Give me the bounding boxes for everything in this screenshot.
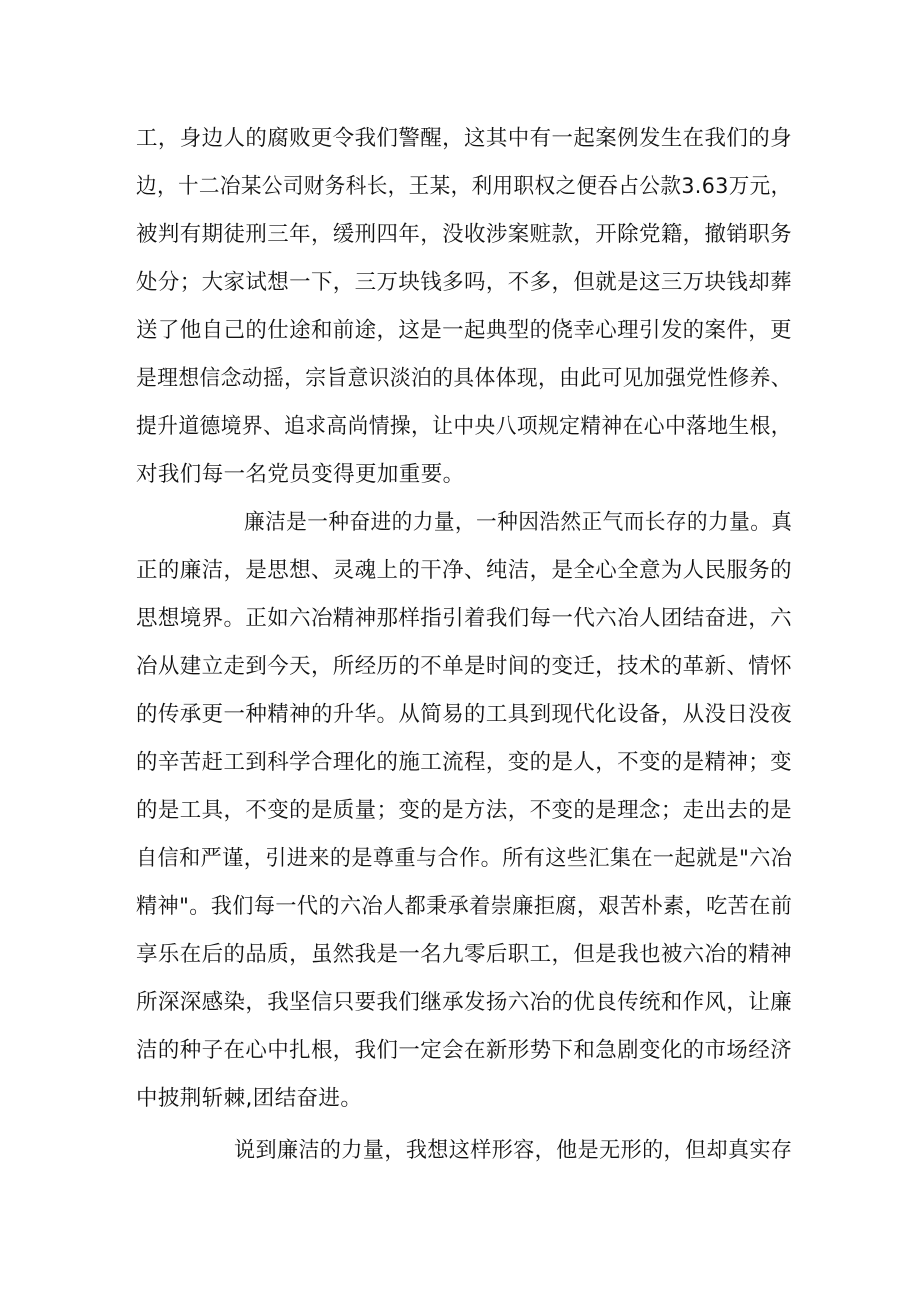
text-line: 工，身边人的腐败更令我们警醒，这其中有一起案例发生在我们的身 [136, 126, 793, 151]
text-line: 被判有期徒刑三年，缓刑四年，没收涉案赃款，开除党籍，撤销职务 [136, 222, 793, 247]
text-line: 的辛苦赶工到科学合理化的施工流程，变的是人，不变的是精神；变 [136, 750, 793, 775]
text-line: 自信和严谨，引进来的是尊重与合作。所有这些汇集在一起就是"六冶 [136, 846, 793, 871]
text-line: 洁的种子在心中扎根，我们一定会在新形势下和急剧变化的市场经济 [136, 1038, 793, 1063]
text-line: 对我们每一名党员变得更加重要。 [136, 462, 465, 487]
text-line: 中披荆斩棘,团结奋进。 [136, 1086, 363, 1111]
text-line: 享乐在后的品质，虽然我是一名九零后职工，但是我也被六冶的精神 [136, 942, 793, 967]
text-line: 送了他自己的仕途和前途，这是一起典型的侥幸心理引发的案件，更 [136, 318, 793, 343]
text-line: 精神"。我们每一代的六冶人都秉承着崇廉拒腐，艰苦朴素，吃苦在前 [136, 894, 793, 919]
text-line: 的是工具，不变的是质量；变的是方法，不变的是理念；走出去的是 [136, 798, 793, 823]
text-line: 说到廉洁的力量，我想这样形容，他是无形的，但却真实存 [234, 1138, 793, 1163]
text-line: 处分；大家试想一下，三万块钱多吗，不多，但就是这三万块钱却葬 [136, 270, 793, 295]
text-line: 所深深感染，我坚信只要我们继承发扬六冶的优良传统和作风，让廉 [136, 990, 793, 1015]
text-line: 正的廉洁，是思想、灵魂上的干净、纯洁，是全心全意为人民服务的 [136, 558, 793, 583]
text-line: 是理想信念动摇，宗旨意识淡泊的具体体现，由此可见加强党性修养、 [136, 366, 792, 391]
text-line: 的传承更一种精神的升华。从简易的工具到现代化设备，从没日没夜 [136, 702, 793, 727]
text-line: 提升道德境界、追求高尚情操，让中央八项规定精神在心中落地生根， [136, 414, 792, 439]
text-line: 廉洁是一种奋进的力量，一种因浩然正气而长存的力量。真 [244, 510, 793, 535]
text-line: 思想境界。正如六冶精神那样指引着我们每一代六冶人团结奋进，六 [136, 606, 793, 631]
text-line: 边，十二冶某公司财务科长，王某，利用职权之便吞占公款3.63万元， [136, 174, 792, 199]
text-line: 冶从建立走到今天，所经历的不单是时间的变迁，技术的革新、情怀 [136, 654, 793, 679]
